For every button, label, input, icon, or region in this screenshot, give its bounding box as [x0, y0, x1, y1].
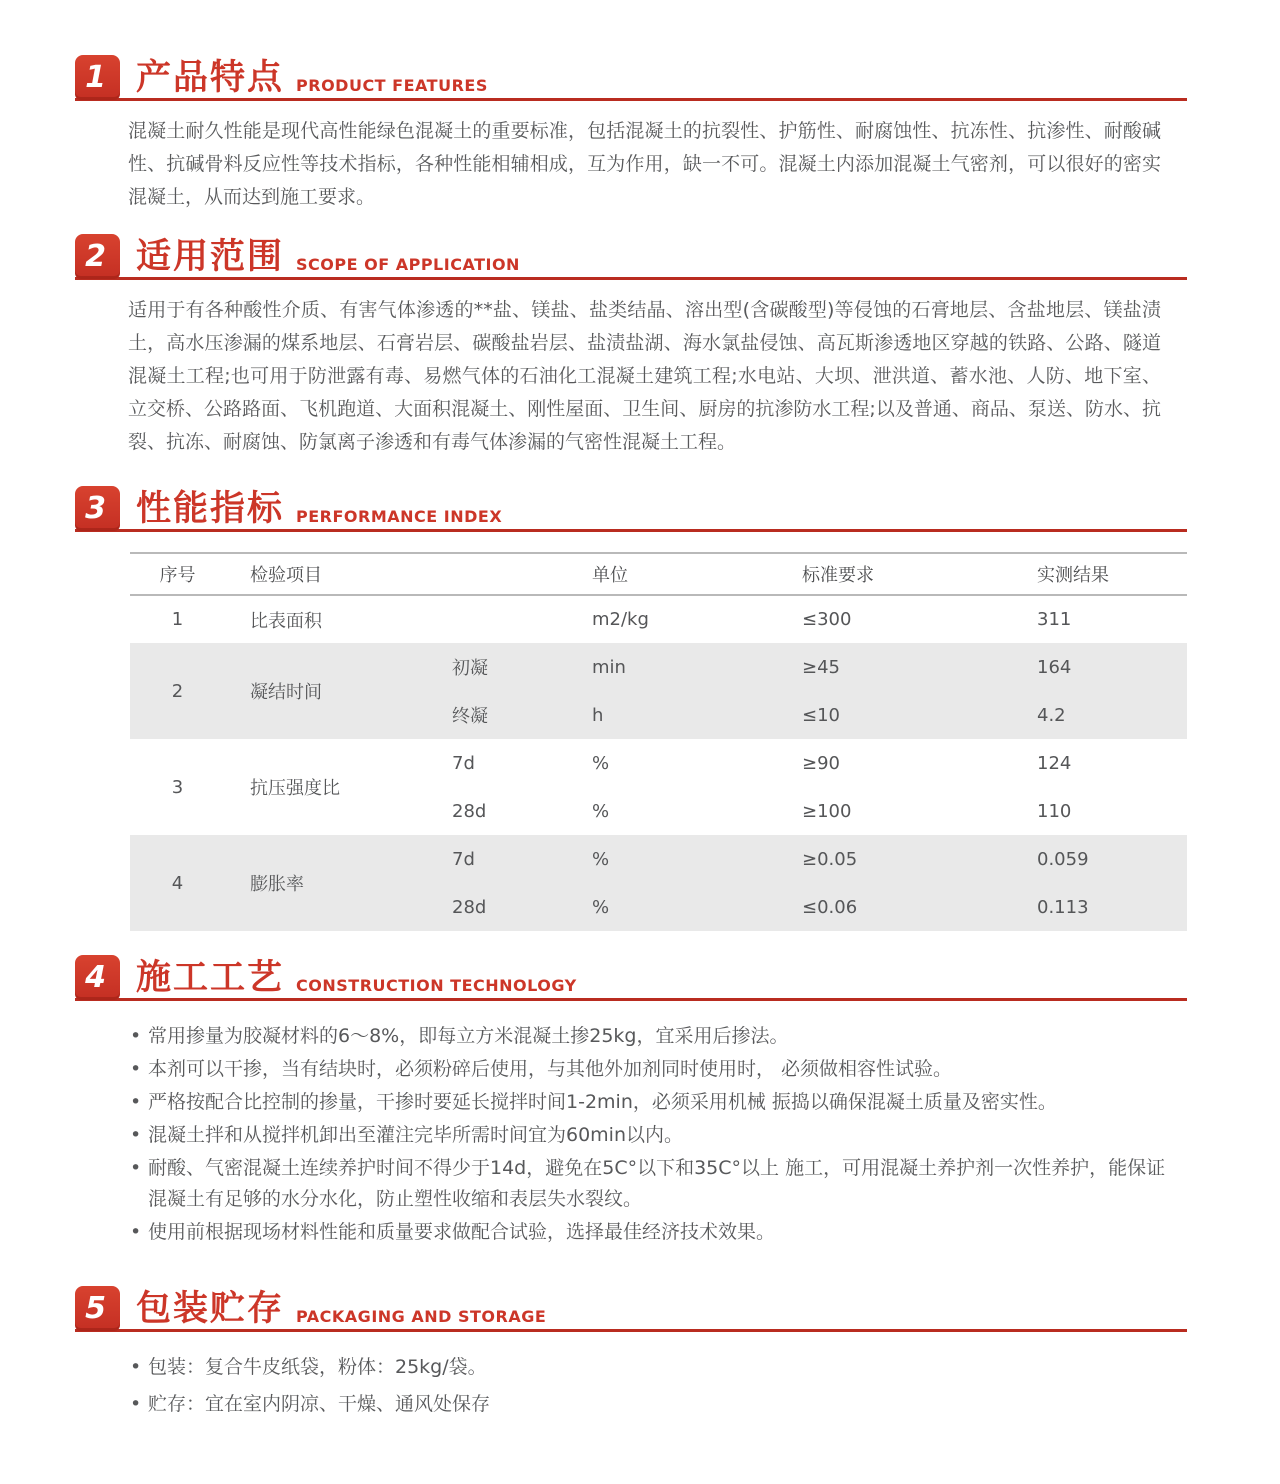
cell-subitem: 7d [452, 752, 475, 774]
table-row [130, 595, 1187, 643]
cell-standard: ≥0.05 [802, 848, 858, 870]
section-title: 产品特点 [136, 58, 285, 98]
cell-unit: % [592, 752, 610, 774]
section-subtitle-en: SCOPE OF APPLICATION [296, 255, 520, 274]
cell-standard: ≥90 [802, 752, 840, 774]
section-number-badge [75, 1286, 120, 1331]
cell-index: 3 [171, 776, 184, 798]
cell-subitem: 终凝 [452, 706, 488, 727]
cell-index: 4 [171, 872, 184, 894]
section-number-badge [75, 55, 120, 100]
section-header [75, 55, 1187, 101]
section-product-features [75, 55, 1187, 214]
section-title: 包装贮存 [136, 1289, 285, 1329]
list-item: • 本剂可以干掺，当有结块时，必须粉碎后使用，与其他外加剂同时使用时， 必须做相容性试验。 [130, 1054, 1167, 1085]
col-header-item: 检验项目 [250, 565, 322, 586]
cell-subitem: 28d [452, 800, 487, 822]
cell-item: 凝结时间 [250, 682, 322, 703]
section-number: 2 [85, 238, 106, 274]
list-item: • 混凝土拌和从搅拌机卸出至灌注完毕所需时间宜为60min以内。 [130, 1120, 1167, 1151]
section-body-paragraph: 混凝土耐久性能是现代高性能绿色混凝土的重要标准，包括混凝土的抗裂性、护筋性、耐腐蚀性、抗冻性、抗渗性、耐酸碱性、抗碱骨料反应性等技术指标，各种性能相辅相成，互为作用，缺一不可。混凝土内添加混凝土气密剂，可以很好的密实混凝土，从而达到施工要求。 [128, 120, 1161, 208]
section-title: 适用范围 [136, 237, 285, 277]
cell-item: 膨胀率 [250, 874, 304, 895]
cell-standard: ≤300 [802, 609, 852, 630]
section-header [75, 955, 1187, 1001]
section-header [75, 486, 1187, 532]
section-construction-technology [75, 955, 1187, 1248]
section-number: 3 [85, 490, 106, 526]
section-packaging-storage [75, 1286, 1187, 1419]
col-header-index: 序号 [159, 565, 196, 586]
cell-unit: % [592, 896, 610, 918]
list-item: • 常用掺量为胶凝材料的6～8%，即每立方米混凝土掺25kg，宜采用后掺法。 [130, 1021, 1167, 1052]
section-subtitle-en: PACKAGING AND STORAGE [296, 1307, 547, 1326]
cell-standard: ≥100 [802, 800, 852, 822]
section-number: 4 [85, 959, 106, 995]
section-number-badge [75, 486, 120, 531]
packaging-bullet-list [130, 1352, 1167, 1419]
col-header-result: 实测结果 [1037, 565, 1109, 586]
cell-subitem: 28d [452, 896, 487, 918]
cell-index: 1 [171, 609, 184, 630]
section-subtitle-en: PERFORMANCE INDEX [296, 507, 503, 526]
cell-result: 124 [1037, 752, 1072, 774]
cell-item: 抗压强度比 [250, 778, 340, 799]
cell-result: 0.059 [1037, 848, 1089, 870]
section-body-paragraph: 适用于有各种酸性介质、有害气体渗透的**盐、镁盐、盐类结晶、溶出型(含碳酸型)等侵蚀的石膏地层、含盐地层、镁盐渍土，高水压渗漏的煤系地层、石膏岩层、碳酸盐岩层、盐渍盐湖、海水氯盐侵蚀、高瓦斯渗透地区穿越的铁路、公路、隧道混凝土工程;也可用于防泄露有毒、易燃气体的石油化工混凝土建筑工程;水电站、大坝、泄洪道、蓄水池、人防、地下室、立交桥、公路路面、飞机跑道、大面积混凝土、刚性屋面、卫生间、厨房的抗渗防水工程;以及普通、商品、泵送、防水、抗裂、抗冻、耐腐蚀、防氯离子渗透和有毒气体渗漏的气密性混凝土工程。 [128, 299, 1161, 453]
section-number-badge [75, 234, 120, 279]
section-header [75, 1286, 1187, 1332]
table-row [130, 643, 1187, 691]
list-item: • 贮存：宜在室内阴凉、干燥、通风处保存 [130, 1389, 1167, 1419]
cell-standard: ≥45 [802, 656, 840, 678]
cell-index: 2 [171, 680, 184, 702]
cell-unit: % [592, 800, 610, 822]
section-number-badge [75, 955, 120, 1000]
cell-result: 4.2 [1037, 704, 1066, 726]
list-item: • 使用前根据现场材料性能和质量要求做配合试验，选择最佳经济技术效果。 [130, 1217, 1167, 1248]
table-header-row [130, 553, 1187, 595]
section-title: 施工工艺 [136, 958, 285, 998]
cell-subitem: 7d [452, 848, 475, 870]
col-header-standard: 标准要求 [802, 565, 874, 586]
list-item: • 严格按配合比控制的掺量，干掺时要延长搅拌时间1-2min，必须采用机械 振捣以确保混凝土质量及密实性。 [130, 1087, 1167, 1118]
section-subtitle-en: PRODUCT FEATURES [296, 76, 488, 95]
section-header [75, 234, 1187, 280]
performance-index-table [130, 552, 1187, 931]
table-row [130, 739, 1187, 787]
section-number: 1 [85, 59, 106, 95]
section-number: 5 [85, 1290, 106, 1326]
cell-result: 164 [1037, 656, 1072, 678]
col-header-unit: 单位 [592, 565, 628, 586]
section-title: 性能指标 [136, 489, 285, 529]
cell-unit: % [592, 848, 610, 870]
cell-standard: ≤0.06 [802, 896, 858, 918]
cell-result: 0.113 [1037, 896, 1089, 918]
cell-subitem: 初凝 [452, 658, 488, 679]
cell-standard: ≤10 [802, 704, 840, 726]
section-performance-index [75, 486, 1187, 931]
cell-unit: min [592, 656, 626, 678]
cell-unit: m2/kg [592, 609, 649, 630]
table-row [130, 835, 1187, 883]
cell-item: 比表面积 [250, 610, 322, 632]
list-item: • 包装：复合牛皮纸袋，粉体：25kg/袋。 [130, 1352, 1167, 1382]
cell-result: 110 [1037, 800, 1072, 822]
construction-bullet-list [130, 1021, 1167, 1248]
list-item: • 耐酸、气密混凝土连续养护时间不得少于14d，避免在5C°以下和35C°以上 施工，可用混凝土养护剂一次性养护，能保证混凝土有足够的水分水化，防止塑性收缩和表层失水裂纹。 [130, 1153, 1167, 1215]
section-scope-of-application [75, 234, 1187, 459]
section-subtitle-en: CONSTRUCTION TECHNOLOGY [296, 976, 577, 995]
cell-result: 311 [1037, 609, 1072, 630]
cell-unit: h [592, 704, 604, 726]
